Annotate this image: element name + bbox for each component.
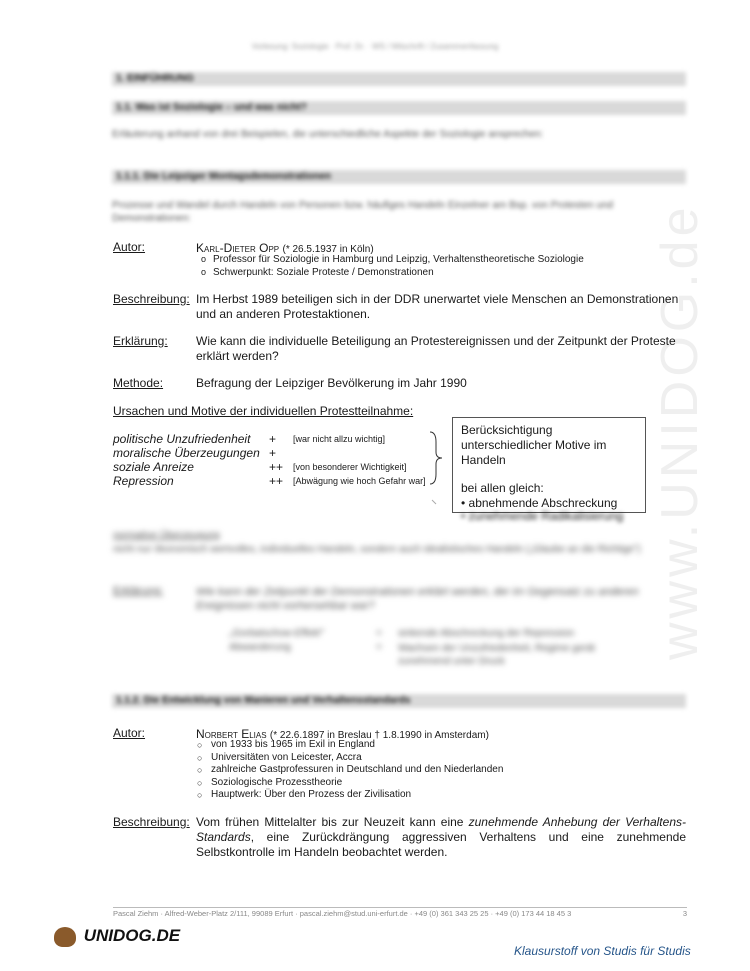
method-label: Methode:	[113, 376, 164, 390]
logo-text: UNIDOG.DE	[83, 926, 181, 945]
motive-symbol: +	[269, 446, 277, 460]
causes-heading: Ursachen und Motive der individuellen Protestteilnahme:	[113, 404, 414, 418]
blurred-row-eq: =	[376, 628, 382, 639]
motive-symbol: +	[269, 432, 277, 446]
motive-note: [Abwägung wie hoch Gefahr war]	[293, 476, 426, 486]
author-name: Norbert Elias	[196, 727, 267, 741]
blurred-text: nicht nur ökonomisch wertvolles, individuelles Handeln, sondern auch idealistisches Handeln („Glaube an die Richtige")	[113, 544, 641, 555]
box-line: • abnehmende Abschreckung	[461, 496, 618, 510]
motive-symbol: ++	[269, 460, 284, 474]
blurred-row-left: Abwanderung	[229, 642, 291, 653]
motive-name: moralische Überzeugungen	[113, 446, 260, 460]
author-bullets	[199, 254, 679, 279]
description-text: Im Herbst 1989 beteiligen sich in der DDR unerwartet viele Menschen an Demonstrationen und an anderen Protestaktionen.	[196, 292, 679, 321]
list-item: ○ von 1933 bis 1965 im Exil in England	[197, 739, 677, 752]
motive-name: soziale Anreize	[113, 460, 194, 474]
page-footer	[113, 907, 687, 918]
dog-icon	[54, 927, 76, 947]
author-dates: (* 26.5.1937 in Köln)	[282, 244, 374, 255]
method-text: Befragung der Leipziger Bevölkerung im Jahr 1990	[196, 376, 467, 390]
motive-note: [von besonderer Wichtigkeit]	[293, 462, 407, 472]
explanation-text: Wie kann die individuelle Beteiligung an Protestereignissen und der Zeitpunkt der Proteste erklärt werden?	[196, 334, 676, 363]
list-item: ○ Soziologische Prozesstheorie	[197, 777, 677, 790]
list-item: o Professor für Soziologie in Hamburg und Leipzig, Verhaltenstheoretische Soziologie	[199, 254, 679, 267]
blurred-row-left: „Gorbatschow-Effekt"	[229, 628, 324, 639]
list-item: ○ zahlreiche Gastprofessuren in Deutschland und den Niederlanden	[197, 764, 677, 777]
motive-symbol: ++	[269, 474, 284, 488]
page-number: 3	[682, 909, 687, 918]
description-text	[196, 815, 686, 860]
chapter-heading: 1. EINFÜHRUNG	[112, 72, 686, 86]
box-line: Berücksichtigung unterschiedlicher Motive im Handeln	[461, 423, 607, 467]
list-item: ○ Universitäten von Leicester, Accra	[197, 752, 677, 765]
description-emphasis: zunehmende Anhebung der Verhaltens-Standards	[196, 815, 686, 844]
blurred-row-right: sinkende Abschreckung der Repression	[398, 628, 575, 639]
page-header: Vorlesung: Soziologie · Prof. Dr. · WS / Mitschrift / Zusammenfassung	[251, 42, 499, 51]
motive-note: [war nicht allzu wichtig]	[293, 434, 386, 444]
blurred-heading: normative Überzeugung	[113, 530, 220, 541]
watermark: www.UNIDOG.de	[651, 203, 709, 660]
author-label: Autor:	[113, 726, 146, 740]
box-line: • zunehmende Radikalisierung	[461, 509, 624, 523]
description-label: Beschreibung:	[113, 292, 190, 306]
list-item: ○ Hauptwerk: Über den Prozess der Zivilisation	[197, 789, 677, 802]
footer-contact: Pascal Ziehm · Alfred-Weber-Platz 2/111, 99089 Erfurt · pascal.ziehm@stud.uni-erfurt.de · +49 (0) 361 343 25 25 · +49 (0) 173 44 18 45 3	[113, 909, 572, 918]
description-label: Beschreibung:	[113, 815, 190, 829]
section-heading-1-1-2: 1.1.2. Die Entwicklung von Manieren und Verhaltensstandards	[112, 694, 686, 708]
motive-name: politische Unzufriedenheit	[113, 432, 251, 446]
author-label: Autor:	[113, 240, 146, 254]
motive-name: Repression	[113, 474, 174, 488]
blurred-row-eq: =	[376, 642, 382, 653]
author-name: Karl-Dieter Opp	[196, 241, 280, 255]
blurred-explanation-text: Wie kann der Zeitpunkt der Demonstrationen erklärt werden, der im Gegensatz zu anderen Ereignissen nicht vorhersehbar war?	[196, 586, 639, 612]
explanation-label: Erklärung:	[113, 334, 168, 348]
box-line: bei allen gleich:	[461, 481, 544, 495]
section-heading-1-1: 1.1. Was ist Soziologie – und was nicht?	[112, 101, 686, 115]
summary-box	[452, 417, 646, 523]
subsection-intro-text: Prozesse und Wandel durch Handeln von Personen bzw. häufiges Handeln Einzelner am Bsp. von Protesten und Demonstrationen:	[112, 200, 614, 224]
curly-brace-icon	[428, 430, 444, 510]
blurred-row-right: Wachsen der Unzufriedenheit, Regime gerät zunehmend unter Druck	[398, 643, 595, 667]
list-item: o Schwerpunkt: Soziale Proteste / Demonstrationen	[199, 267, 679, 280]
blurred-explanation-label: Erklärung:	[113, 585, 164, 597]
author-bullets	[197, 739, 677, 802]
description-part: Vom frühen Mittelalter bis zur Neuzeit kann eine	[196, 815, 469, 829]
section-intro-text: Erläuterung anhand von drei Beispielen, die unterschiedliche Aspekte der Soziologie ansprechen:	[112, 129, 544, 140]
slogan: Klausurstoff von Studis für Studis	[514, 944, 691, 958]
author-dates: (* 22.6.1897 in Breslau † 1.8.1990 in Amsterdam)	[269, 730, 489, 741]
description-part: , eine Zurückdrängung aggressiven Verhaltens und eine zunehmende Selbstkontrolle im Handeln beobachtet werden.	[196, 830, 686, 859]
section-heading-1-1-1: 1.1.1. Die Leipziger Montagsdemonstrationen	[112, 170, 686, 184]
unidog-logo[interactable]	[54, 926, 180, 947]
